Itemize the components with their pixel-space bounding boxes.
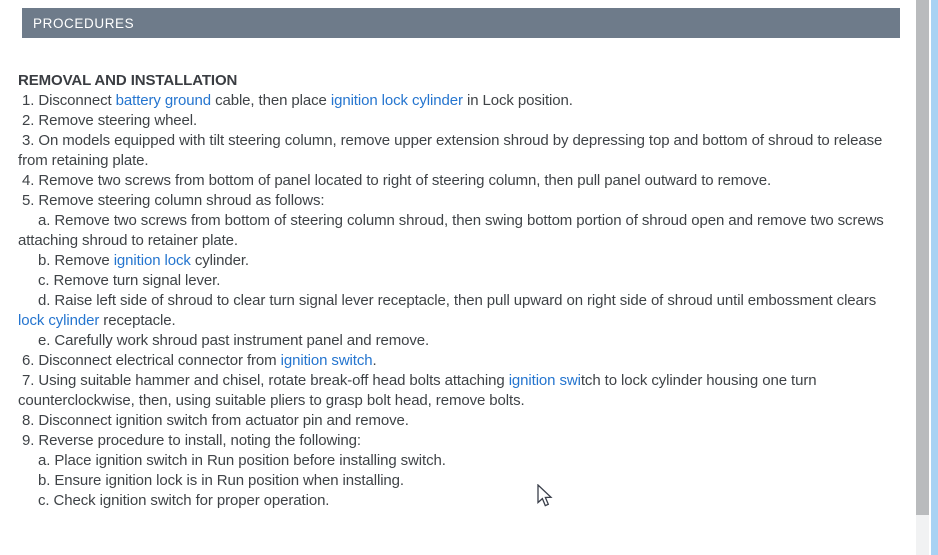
step-text: 3. On models equipped with tilt steering column, remove upper extension shroud by depressing top and bottom of shroud to release from retaining plate. xyxy=(18,132,883,169)
procedure-step xyxy=(18,291,905,331)
step-text: cable, then place xyxy=(211,92,331,109)
procedure-link[interactable]: lock cylinder xyxy=(18,312,100,329)
procedures-header-bar xyxy=(22,8,900,38)
section-title: REMOVAL AND INSTALLATION xyxy=(18,72,238,89)
procedure-document xyxy=(18,71,905,511)
procedure-link[interactable]: battery ground xyxy=(115,92,211,109)
procedure-link[interactable]: ignition switch xyxy=(280,352,373,369)
step-text: 7. Using suitable hammer and chisel, rotate break-off head bolts attaching xyxy=(22,372,509,389)
step-text: 1. Disconnect xyxy=(22,92,116,109)
step-text: b. Remove xyxy=(38,252,114,269)
procedure-step xyxy=(18,111,905,131)
step-text: . xyxy=(372,352,377,369)
procedure-step xyxy=(18,131,905,171)
procedure-step xyxy=(18,351,905,371)
procedure-step xyxy=(18,251,905,271)
step-text: tch to lock cylinder housing one turn counterclockwise, then, using suitable pliers to grasp bolt head, remove bolts. xyxy=(18,372,817,409)
procedure-step xyxy=(18,271,905,291)
procedure-step xyxy=(18,191,905,211)
steps-list xyxy=(18,91,905,511)
step-text: 8. Disconnect ignition switch from actuator pin and remove. xyxy=(22,412,409,429)
step-text: a. Place ignition switch in Run position before installing switch. xyxy=(38,452,446,469)
step-text: c. Check ignition switch for proper operation. xyxy=(38,492,330,509)
procedure-step xyxy=(18,331,905,351)
step-text: a. Remove two screws from bottom of steering column shroud, then swing bottom portion of shroud open and remove two screws attaching shroud to retainer plate. xyxy=(18,212,884,249)
step-text: d. Raise left side of shroud to clear turn signal lever receptacle, then pull upward on right side of shroud until embossment clears xyxy=(38,292,877,309)
procedure-step xyxy=(18,91,905,111)
vertical-scrollbar[interactable] xyxy=(916,0,929,555)
scrollbar-thumb[interactable] xyxy=(916,0,929,515)
step-text: 9. Reverse procedure to install, noting the following: xyxy=(22,432,361,449)
step-text: e. Carefully work shroud past instrument panel and remove. xyxy=(38,332,430,349)
step-text: cylinder. xyxy=(190,252,249,269)
procedure-step xyxy=(18,451,905,471)
procedure-step xyxy=(18,211,905,251)
procedure-link[interactable]: ignition lock xyxy=(113,252,191,269)
step-text: b. Ensure ignition lock is in Run position when installing. xyxy=(38,472,404,489)
procedure-link[interactable]: ignition swi xyxy=(508,372,581,389)
step-text: 2. Remove steering wheel. xyxy=(22,112,198,129)
step-text: c. Remove turn signal lever. xyxy=(38,272,221,289)
procedure-link[interactable]: ignition lock cylinder xyxy=(330,92,463,109)
step-text: 5. Remove steering column shroud as follows: xyxy=(22,192,325,209)
procedure-step xyxy=(18,371,905,411)
procedure-step xyxy=(18,491,905,511)
step-text: 6. Disconnect electrical connector from xyxy=(22,352,281,369)
procedure-step xyxy=(18,431,905,451)
procedure-step xyxy=(18,171,905,191)
procedure-step xyxy=(18,471,905,491)
step-text: in Lock position. xyxy=(462,92,573,109)
window-edge-strip xyxy=(931,0,938,555)
procedure-step xyxy=(18,411,905,431)
step-text: receptacle. xyxy=(99,312,176,329)
step-text: 4. Remove two screws from bottom of panel located to right of steering column, then pull panel outward to remove. xyxy=(22,172,772,189)
procedures-header-title: PROCEDURES xyxy=(33,15,135,31)
